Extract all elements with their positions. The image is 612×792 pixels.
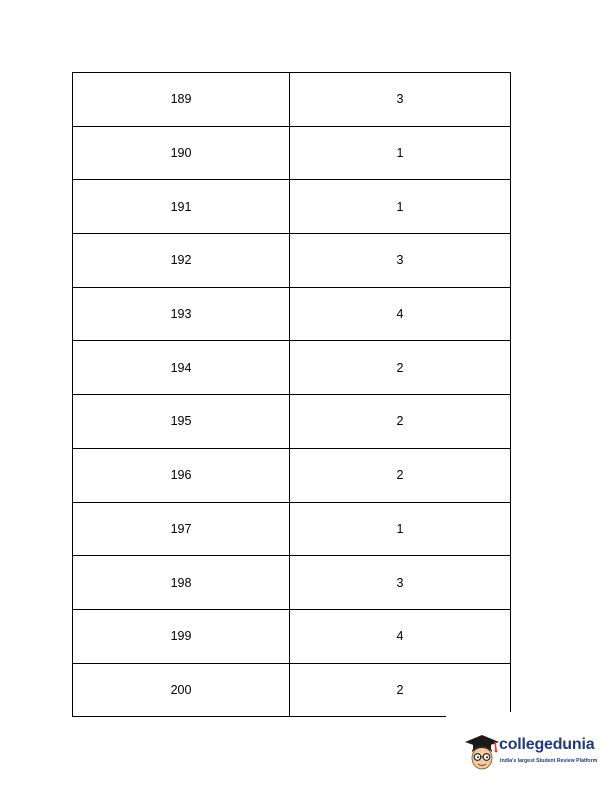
table-row [73, 180, 511, 234]
question-number-cell: 192 [73, 234, 290, 288]
table-row [73, 126, 511, 180]
question-number-cell: 196 [73, 448, 290, 502]
question-number-cell: 190 [73, 126, 290, 180]
answer-key-body [73, 73, 511, 717]
border-mask [446, 712, 516, 722]
table-row [73, 234, 511, 288]
question-number-cell: 197 [73, 502, 290, 556]
answer-cell: 2 [290, 448, 511, 502]
question-number-cell: 198 [73, 556, 290, 610]
answer-cell: 1 [290, 502, 511, 556]
answer-cell: 3 [290, 234, 511, 288]
watermark-tagline: India's largest Student Review Platform [500, 758, 598, 764]
answer-cell: 1 [290, 126, 511, 180]
watermark-brand: collegedunia [499, 736, 595, 753]
answer-cell: 3 [290, 556, 511, 610]
question-number-cell: 189 [73, 73, 290, 127]
answer-cell: 2 [290, 341, 511, 395]
answer-cell: 4 [290, 609, 511, 663]
question-number-cell: 199 [73, 609, 290, 663]
answer-cell: 1 [290, 180, 511, 234]
answer-cell: 2 [290, 395, 511, 449]
table-row [73, 556, 511, 610]
table-row [73, 502, 511, 556]
table-row [73, 448, 511, 502]
answer-cell: 4 [290, 287, 511, 341]
question-number-cell: 194 [73, 341, 290, 395]
table-row [73, 287, 511, 341]
answer-cell: 2 [290, 663, 511, 717]
collegedunia-watermark [462, 728, 604, 776]
answer-key-table [72, 72, 511, 717]
question-number-cell: 200 [73, 663, 290, 717]
table-row [73, 395, 511, 449]
question-number-cell: 195 [73, 395, 290, 449]
question-number-cell: 193 [73, 287, 290, 341]
table-row [73, 73, 511, 127]
table-row [73, 663, 511, 717]
table-row [73, 609, 511, 663]
question-number-cell: 191 [73, 180, 290, 234]
table-row [73, 341, 511, 395]
answer-cell: 3 [290, 73, 511, 127]
mascot-logo-icon [462, 730, 502, 774]
